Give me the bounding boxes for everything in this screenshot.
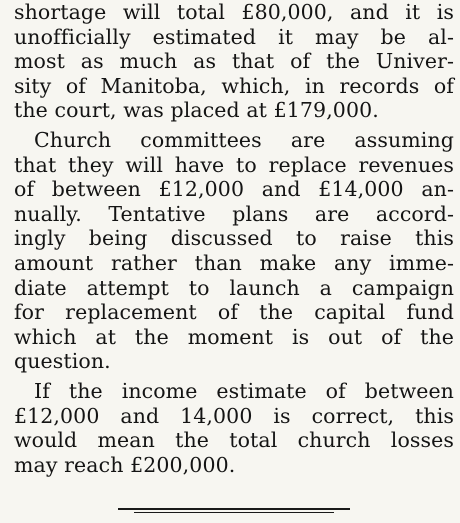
text-line: sity of Manitoba, which, in records of <box>14 73 454 98</box>
text-line: shortage will total £80,000, and it is <box>14 0 454 24</box>
text-line: the court, was placed at £179,000. <box>14 98 379 123</box>
text-line: amount rather than make any imme- <box>14 250 454 275</box>
text-line: Church committees are assuming <box>34 127 454 152</box>
text-line: If the income estimate of between <box>34 378 454 403</box>
text-line: which at the moment is out of the <box>14 324 454 349</box>
text-line: nually. Tentative plans are accord- <box>14 201 454 226</box>
paragraph <box>14 0 454 123</box>
end-of-article-rule <box>118 508 350 515</box>
text-line: may reach £200,000. <box>14 452 236 477</box>
text-line: ingly being discussed to raise this <box>14 226 454 251</box>
text-line: would mean the total church losses <box>14 428 454 453</box>
text-line: for replacement of the capital fund <box>14 300 454 325</box>
divider-line <box>134 512 334 513</box>
text-line: that they will have to replace revenues <box>14 152 454 177</box>
paragraph <box>14 128 454 374</box>
divider-line <box>118 508 350 510</box>
article-column <box>14 0 454 477</box>
text-line: unofficially estimated it may be al- <box>14 24 454 49</box>
text-line: of between £12,000 and £14,000 an- <box>14 177 454 202</box>
text-line: most as much as that of the Univer- <box>14 49 454 74</box>
text-line: £12,000 and 14,000 is correct, this <box>14 403 454 428</box>
text-line: question. <box>14 349 111 374</box>
paragraph <box>14 379 454 477</box>
text-line: diate attempt to launch a campaign <box>14 275 454 300</box>
